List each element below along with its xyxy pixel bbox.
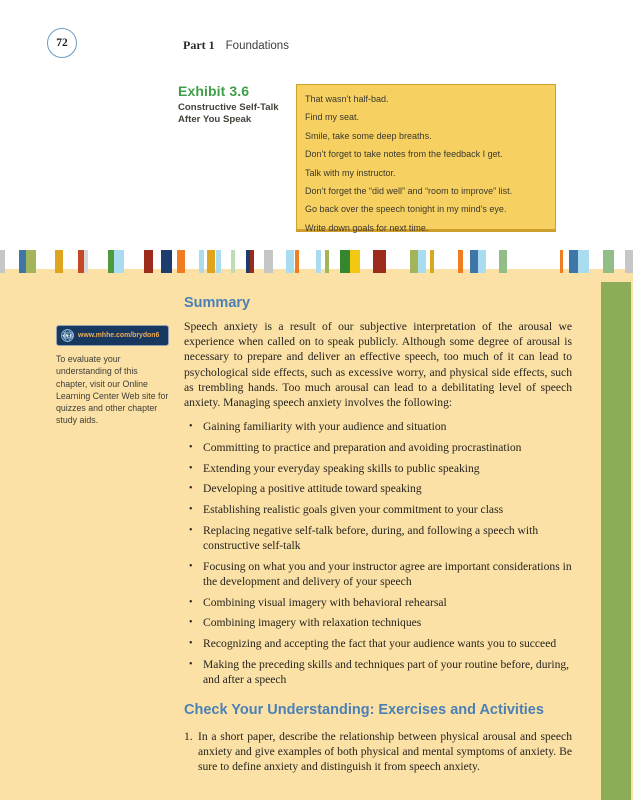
page-number-badge	[47, 28, 77, 58]
self-talk-line: Write down goals for next time.	[305, 222, 429, 233]
self-talk-line: Talk with my instructor.	[305, 167, 396, 178]
running-head	[183, 38, 289, 53]
confetti-bar	[55, 250, 63, 273]
summary-bullet: • Extending your everyday speaking skills to public speaking	[184, 461, 572, 476]
confetti-bar	[250, 250, 254, 273]
summary-bullet: • Replacing negative self-talk before, during, and following a speech with constructive self-talk	[184, 523, 572, 553]
exercise-item	[184, 729, 572, 775]
confetti-bar	[430, 250, 434, 273]
exhibit-title-line2: After You Speak	[178, 114, 252, 125]
confetti-bar	[458, 250, 463, 273]
confetti-bar	[560, 250, 563, 273]
confetti-bar	[478, 250, 486, 273]
self-talk-line: Don’t forget to take notes from the feedback I get.	[305, 149, 503, 160]
confetti-bar	[350, 250, 360, 273]
confetti-bar	[470, 250, 478, 273]
summary-bullet: • Committing to practice and preparation and avoiding procrastination	[184, 440, 572, 455]
confetti-bar	[0, 250, 5, 273]
confetti-bar	[26, 250, 36, 273]
olc-url[interactable]: www.mhhe.com/brydon6	[78, 332, 160, 339]
confetti-bar	[373, 250, 386, 273]
self-talk-line: That wasn’t half-bad.	[305, 94, 389, 104]
summary-bullet: • Recognizing and accepting the fact that your audience wants you to succeed	[184, 636, 572, 651]
confetti-bar	[410, 250, 418, 273]
sidebar-note: To evaluate your understanding of this chapter, visit our Online Learning Center Web site for quizzes and other chapter study aids.	[56, 354, 169, 426]
exercise-text: In a short paper, describe the relationship between physical arousal and speech anxiety and give examples of both physical and mental symptoms of anxiety. Be sure to define anxiety and distinguish it from speech anxiety.	[198, 730, 572, 774]
content-band	[0, 269, 633, 800]
main-column	[184, 295, 572, 775]
confetti-bar	[569, 250, 578, 273]
self-talk-line: Don’t forget the “did well” and “room to improve” list.	[305, 185, 513, 196]
confetti-bar	[625, 250, 633, 273]
summary-bullet: • Making the preceding skills and techniques part of your routine before, during, and after a speech	[184, 657, 572, 687]
confetti-bar	[340, 250, 350, 273]
exercise-list	[184, 729, 572, 775]
self-talk-line: Go back over the speech tonight in my mind’s eye.	[305, 204, 507, 215]
summary-bullet-list	[184, 419, 572, 687]
exhibit-caption	[178, 83, 290, 126]
summary-bullet: • Combining visual imagery with behavioral rehearsal	[184, 595, 572, 610]
exhibit-number: Exhibit 3.6	[178, 83, 250, 99]
confetti-bar	[231, 250, 235, 273]
part-title: Foundations	[225, 40, 289, 52]
self-talk-line: Find my seat.	[305, 112, 360, 123]
confetti-bar	[207, 250, 215, 273]
summary-bullet: • Gaining familiarity with your audience and situation	[184, 419, 572, 434]
confetti-bar	[161, 250, 172, 273]
confetti-bar	[578, 250, 589, 273]
confetti-bar	[199, 250, 204, 273]
confetti-bar	[325, 250, 329, 273]
svg-text:OLC: OLC	[63, 333, 74, 340]
margin-sidebar	[56, 325, 169, 427]
confetti-bar	[418, 250, 426, 273]
part-label: Part 1	[183, 38, 215, 52]
confetti-bar	[286, 250, 294, 273]
exhibit-self-talk-box	[296, 84, 556, 232]
summary-paragraph: Speech anxiety is a result of our subjective interpretation of the arousal we experience when called on to speak publicly. Although some degree of arousal is necessary to prepare and deliver an effective speech, too much of it can lead to psychological side effects, such as excessive worry, and physical side effects, such as trembling hands. Too much arousal can lead to a debilitating level of speech anxiety. Managing speech anxiety involves the following:	[184, 320, 572, 410]
confetti-bar	[19, 250, 26, 273]
summary-bullet: • Establishing realistic goals given your commitment to your class	[184, 502, 572, 517]
page-number: 72	[56, 37, 68, 49]
summary-bullet: • Combining imagery with relaxation techniques	[184, 615, 572, 630]
confetti-bar	[84, 250, 88, 273]
olc-globe-icon	[61, 329, 74, 342]
confetti-bar	[295, 250, 299, 273]
self-talk-line: Smile, take some deep breaths.	[305, 130, 432, 141]
confetti-bar	[264, 250, 273, 273]
exercise-number: 1.	[184, 730, 193, 744]
exercises-heading: Check Your Understanding: Exercises and Activities	[184, 702, 544, 719]
summary-heading: Summary	[184, 295, 251, 311]
summary-bullet: • Focusing on what you and your instructor agree are important considerations in the development and delivery of your speech	[184, 559, 572, 589]
confetti-bar	[603, 250, 614, 273]
summary-bullet: • Developing a positive attitude toward speaking	[184, 481, 572, 496]
confetti-bar	[144, 250, 153, 273]
olc-web-badge[interactable]	[56, 325, 169, 346]
decorative-confetti-strip	[0, 250, 633, 273]
confetti-bar	[499, 250, 507, 273]
green-edge-bar	[601, 282, 631, 800]
confetti-bar	[177, 250, 185, 273]
exhibit-title-line1: Constructive Self-Talk	[178, 102, 279, 113]
confetti-bar	[316, 250, 321, 273]
confetti-bar	[114, 250, 124, 273]
confetti-bar	[216, 250, 221, 273]
